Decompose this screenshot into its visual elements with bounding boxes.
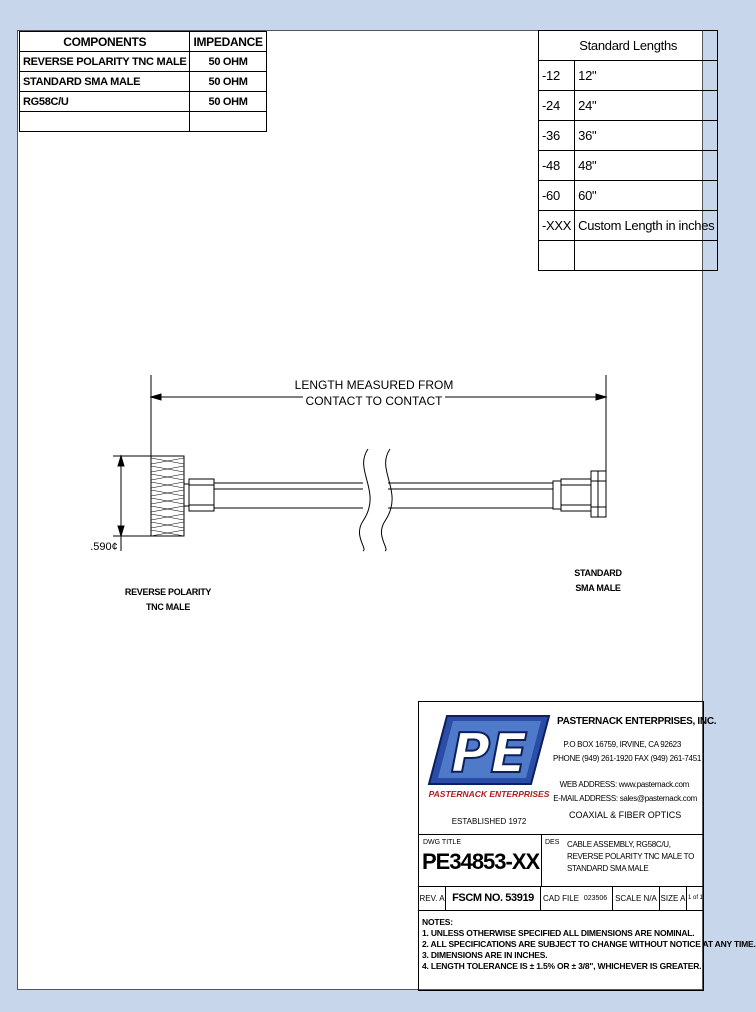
- sma-crimp: [553, 481, 561, 509]
- length-code: -24: [539, 91, 575, 121]
- table-row: [539, 181, 718, 211]
- rev-cell: REV. A: [419, 887, 446, 910]
- sma-body: [561, 479, 591, 511]
- length-value: 48": [575, 151, 718, 181]
- dwg-title-label: DWG TITLE: [423, 839, 461, 846]
- diameter-label: .590¢: [90, 541, 118, 553]
- table-row: [20, 92, 267, 112]
- arrow-up-icon: [118, 456, 124, 466]
- component-name: REVERSE POLARITY TNC MALE: [20, 52, 190, 72]
- component-name: [20, 112, 190, 132]
- drawing-sheet: [17, 30, 756, 990]
- sheet-cell: 1 of 1: [687, 895, 703, 901]
- tnc-nut: [151, 456, 184, 536]
- break-mark-right: [381, 449, 392, 551]
- notes-block: [418, 911, 756, 991]
- table-row: [20, 112, 267, 132]
- logo-company-name: PASTERNACK ENTERPRISES: [428, 789, 550, 799]
- table-row: [539, 91, 718, 121]
- component-impedance: [190, 112, 266, 132]
- drawing-description: CABLE ASSEMBLY, RG58C/U, REVERSE POLARITY TNC MALE TO STANDARD SMA MALE: [567, 840, 695, 873]
- component-name: RG58C/U: [20, 92, 190, 112]
- des-label: DES: [545, 839, 560, 846]
- cable-assembly-drawing: [18, 361, 704, 551]
- table-row: [539, 211, 718, 241]
- cad-file-label: CAD FILE: [543, 894, 580, 903]
- part-number: PE34853-XX: [422, 849, 540, 874]
- length-code: -36: [539, 121, 575, 151]
- component-impedance: 50 OHM: [190, 92, 266, 112]
- table-row: [539, 121, 718, 151]
- size-cell: SIZE A: [660, 887, 687, 910]
- table-row: [539, 61, 718, 91]
- tnc-collar: [184, 484, 189, 506]
- table-row: [539, 241, 718, 271]
- table-row: [539, 151, 718, 181]
- notes-label: NOTES:: [422, 917, 453, 927]
- length-value: Custom Length in inches: [575, 211, 718, 241]
- note-item: 2. ALL SPECIFICATIONS ARE SUBJECT TO CHANGE WITHOUT NOTICE AT ANY TIME.: [422, 939, 756, 949]
- tnc-ferrule: [189, 479, 214, 511]
- company-tagline: COAXIAL & FIBER OPTICS: [569, 810, 682, 820]
- arrow-left-icon: [151, 394, 161, 400]
- arrow-right-icon: [596, 394, 606, 400]
- arrow-down-icon: [118, 526, 124, 536]
- break-mark-left: [359, 449, 370, 551]
- length-value: 60": [575, 181, 718, 211]
- component-impedance: 50 OHM: [190, 72, 266, 92]
- rev-row: [418, 887, 704, 911]
- company-web: WEB ADDRESS: www.pasternack.com: [559, 780, 689, 789]
- scale-cell: SCALE N/A: [613, 887, 660, 910]
- company-block: [418, 701, 717, 835]
- dimension-label-line2: CONTACT TO CONTACT: [305, 394, 443, 408]
- component-impedance: 50 OHM: [190, 52, 266, 72]
- logo-letters: PE: [450, 722, 528, 785]
- dwg-title-cell: [419, 835, 542, 886]
- length-value: [575, 241, 718, 271]
- right-connector-label: STANDARD SMA MALE: [574, 568, 622, 593]
- note-item: 1. UNLESS OTHERWISE SPECIFIED ALL DIMENSIONS ARE NOMINAL.: [422, 928, 695, 938]
- impedance-header: IMPEDANCE: [190, 32, 266, 52]
- length-code: -XXX: [539, 211, 575, 241]
- company-email: E-MAIL ADDRESS: sales@pasternack.com: [553, 794, 697, 803]
- established-label: ESTABLISHED 1972: [451, 817, 527, 826]
- length-code: [539, 241, 575, 271]
- component-name: STANDARD SMA MALE: [20, 72, 190, 92]
- company-name: PASTERNACK ENTERPRISES, INC.: [557, 716, 717, 727]
- company-phone: PHONE (949) 261-1920 FAX (949) 261-7451: [553, 754, 701, 763]
- length-value: 36": [575, 121, 718, 151]
- cad-file-number: 023506: [579, 887, 613, 910]
- components-header: COMPONENTS: [20, 32, 190, 52]
- length-code: -48: [539, 151, 575, 181]
- fscm-cell: FSCM NO. 53919: [446, 887, 541, 910]
- title-row: [418, 835, 704, 887]
- standard-lengths-table: [538, 30, 718, 271]
- note-item: 3. DIMENSIONS ARE IN INCHES.: [422, 950, 548, 960]
- dimension-label-line1: LENGTH MEASURED FROM: [294, 378, 454, 392]
- length-value: 24": [575, 91, 718, 121]
- length-value: 12": [575, 61, 718, 91]
- company-address: P.O BOX 16759, IRVINE, CA 92623: [563, 740, 681, 749]
- length-code: -60: [539, 181, 575, 211]
- table-row: [20, 72, 267, 92]
- left-connector-label: REVERSE POLARITY TNC MALE: [124, 587, 212, 612]
- note-item: 4. LENGTH TOLERANCE IS ± 1.5% OR ± 3/8", WHICHEVER IS GREATER.: [422, 961, 702, 971]
- standard-lengths-title: Standard Lengths: [539, 31, 718, 61]
- components-table: [19, 31, 267, 132]
- table-row: [20, 52, 267, 72]
- length-code: -12: [539, 61, 575, 91]
